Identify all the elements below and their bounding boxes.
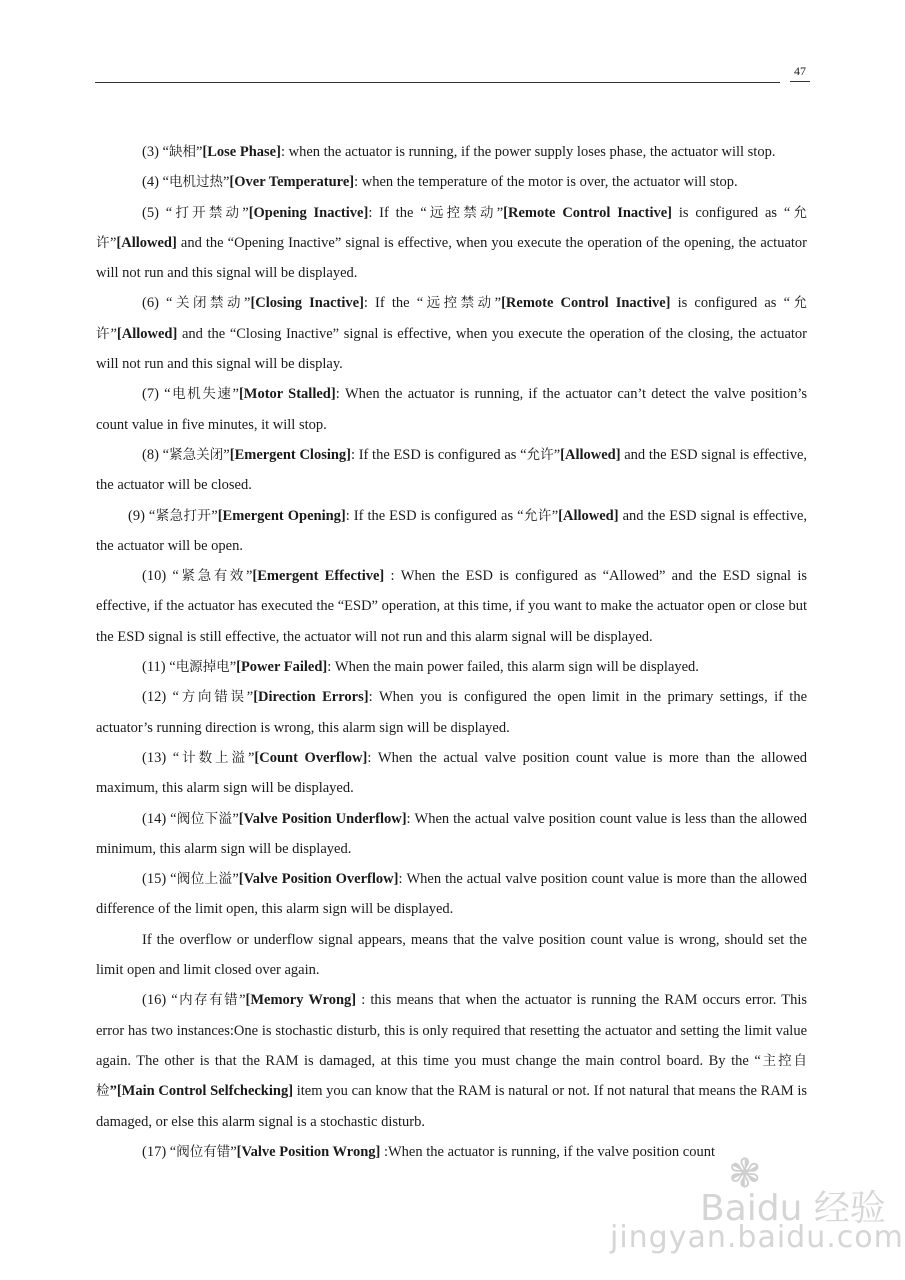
- para-close: ”: [246, 689, 254, 706]
- para-close: ”: [223, 446, 230, 463]
- para-term2: ”[Main Control Selfchecking]: [109, 1083, 294, 1100]
- para-cn: 紧急关闭: [169, 446, 224, 463]
- para-term: [Emergent Opening]: [217, 507, 346, 524]
- para-term: [Emergent Closing]: [229, 446, 352, 463]
- paragraph: [96, 137, 807, 167]
- para-term: [Motor Stalled]: [238, 386, 336, 403]
- document-body: [96, 137, 807, 1167]
- para-cn2: 允许: [526, 446, 554, 463]
- para-cn2: 允许: [523, 507, 552, 524]
- para-num: (8) “: [142, 446, 170, 463]
- para-close: ”: [232, 810, 239, 827]
- para-cn: 阀位上溢: [176, 871, 233, 888]
- para-cn: 打开禁动: [172, 204, 243, 221]
- para-close: ”: [245, 568, 253, 585]
- para-term2: [Allowed]: [560, 446, 621, 463]
- paragraph: [96, 198, 807, 289]
- para-term: [Valve Position Wrong]: [236, 1143, 381, 1160]
- para-cn: 阀位下溢: [176, 810, 233, 827]
- paragraph: [96, 652, 807, 682]
- paragraph: [96, 501, 807, 562]
- para-close2: ”: [494, 295, 502, 312]
- para-close2: ”: [496, 204, 504, 221]
- para-term: [Closing Inactive]: [250, 295, 364, 312]
- para-close: ”: [247, 749, 255, 766]
- para-term: [Valve Position Overflow]: [238, 871, 399, 888]
- para-num: (4) “: [142, 174, 169, 191]
- paragraph: [96, 804, 807, 865]
- para-text: : If the ESD is configured as “: [351, 446, 527, 463]
- paragraph: [96, 379, 807, 440]
- para-term: [Valve Position Underflow]: [238, 810, 407, 827]
- para-term: [Power Failed]: [236, 659, 328, 676]
- para-num: (15) “: [142, 871, 177, 888]
- paragraph: [96, 682, 807, 743]
- para-text: : when the temperature of the motor is over, the actuator will stop.: [354, 174, 738, 191]
- paragraph: [96, 864, 807, 925]
- para-cn2: 主控自检: [96, 1052, 807, 1100]
- para-term: [Opening Inactive]: [248, 204, 369, 221]
- para-num: (7) “: [142, 386, 171, 403]
- para-cn3: 允许: [96, 204, 808, 251]
- para-cn: 阀位有错: [176, 1143, 231, 1160]
- para-num: (9) “: [128, 507, 156, 524]
- para-num: (6) “: [142, 295, 173, 312]
- para-close: ”: [244, 295, 251, 312]
- para-text3: and the “Closing Inactive” signal is effective, when you execute the operation of the closing, the actuator will not run and this signal will be display.: [96, 325, 807, 373]
- para-term: [Direction Errors]: [253, 689, 369, 706]
- para-close: ”: [232, 871, 239, 888]
- para-close: ”: [242, 204, 249, 221]
- paragraph: [96, 925, 807, 986]
- para-cn: 紧急打开: [155, 507, 212, 524]
- para-term: [Memory Wrong]: [245, 992, 357, 1009]
- para-cn: 方向错误: [178, 689, 247, 706]
- para-cn2: 远控禁动: [423, 295, 495, 312]
- para-text: : If the “: [368, 204, 427, 221]
- para-term: [Lose Phase]: [202, 144, 281, 160]
- para-term2: [Remote Control Inactive]: [503, 204, 672, 221]
- para-text: If the overflow or underflow signal appears, means that the valve position count value is wrong, should set the limit open and limit closed over again.: [96, 931, 807, 979]
- header-rule: [95, 82, 780, 83]
- paragraph: [96, 288, 807, 379]
- para-cn: 电源掉电: [175, 659, 230, 676]
- para-text: : When the actual valve position count value is less than the allowed minimum, this alarm sign will be displayed.: [96, 810, 808, 857]
- para-close: ”: [232, 386, 239, 403]
- para-term2: [Allowed]: [558, 507, 619, 524]
- para-close2: ”: [551, 507, 559, 524]
- para-close3: ”: [109, 234, 117, 251]
- para-cn: 缺相: [168, 144, 196, 160]
- para-text: : If the ESD is configured as “: [345, 507, 524, 524]
- para-text: : When the main power failed, this alarm sign will be displayed.: [327, 659, 699, 676]
- watermark: [600, 1150, 904, 1280]
- paragraph: [96, 985, 807, 1136]
- page-number: 47: [790, 64, 810, 82]
- paragraph: [96, 167, 807, 197]
- para-num: (12) “: [142, 689, 179, 706]
- para-cn3: 允许: [96, 295, 808, 342]
- para-term: [Over Temperature]: [229, 174, 355, 191]
- para-term: [Emergent Effective]: [252, 568, 385, 585]
- para-text: : If the “: [363, 295, 424, 312]
- para-text: : When the actual valve position count value is more than the allowed difference of the limit open, this alarm sign will be displayed.: [96, 871, 807, 918]
- para-text: : When the ESD is configured as “Allowed” and the ESD signal is effective, if the actuator has executed the “ESD” operation, at this time, if you want to make the actuator open or close but the ESD signal is still effective, the actuator will not run and this alarm signal will be displayed.: [96, 568, 807, 645]
- para-text2: and the ESD signal is effective, the actuator will be closed.: [96, 446, 808, 494]
- paw-icon: ❃: [728, 1151, 762, 1196]
- para-text2: item you can know that the RAM is natural or not. If not natural that means the RAM is damaged, or else this alarm signal is a stochastic disturb.: [96, 1083, 808, 1130]
- para-text: : When the actuator is running, if the actuator can’t detect the valve position’s count value in five minutes, it will stop.: [96, 386, 808, 433]
- para-text: : when the actuator is running, if the power supply loses phase, the actuator will stop.: [280, 144, 776, 160]
- para-cn: 电机失速: [170, 386, 233, 403]
- para-cn: 计数上溢: [179, 749, 248, 766]
- para-num: (5) “: [142, 204, 173, 221]
- para-term: [Count Overflow]: [254, 749, 368, 766]
- para-close: ”: [229, 659, 237, 676]
- para-term3: [Allowed]: [116, 325, 178, 342]
- para-text2: is configured as “: [670, 295, 791, 312]
- paragraph: [96, 743, 807, 804]
- para-num: (16) “: [142, 992, 178, 1009]
- para-close: ”: [195, 144, 203, 160]
- para-num: (14) “: [142, 810, 177, 827]
- para-text: : this means that when the actuator is running the RAM occurs error. This error has two instances:One is stochastic disturb, this is only required that resetting the actuator and setting the limit value again. The other is that the RAM is damaged, at this time you must change the main control board. By the “: [96, 992, 808, 1069]
- para-close: ”: [211, 507, 218, 524]
- para-text3: and the “Opening Inactive” signal is effective, when you execute the operation of the opening, the actuator will not run and this signal will be displayed.: [96, 234, 808, 282]
- para-num: (10) “: [142, 568, 179, 585]
- para-term2: [Remote Control Inactive]: [501, 295, 671, 312]
- para-text: : When you is configured the open limit in the primary settings, if the actuator’s running direction is wrong, this alarm sign will be displayed.: [96, 689, 808, 736]
- para-text2: and the ESD signal is effective, the actuator will be open.: [96, 507, 808, 554]
- para-num: (11) “: [142, 659, 176, 676]
- paragraph: [96, 440, 807, 501]
- para-text: :When the actuator is running, if the valve position count: [380, 1143, 715, 1160]
- para-close: ”: [222, 174, 230, 191]
- para-cn: 电机过热: [168, 174, 223, 191]
- para-text: : When the actual valve position count value is more than the allowed maximum, this alarm sign will be displayed.: [96, 749, 808, 797]
- para-cn: 紧急有效: [178, 568, 246, 585]
- para-close: ”: [230, 1143, 237, 1160]
- para-cn: 关闭禁动: [172, 295, 244, 312]
- para-close3: ”: [110, 325, 117, 342]
- para-term3: [Allowed]: [116, 234, 177, 251]
- para-num: (17) “: [142, 1143, 177, 1160]
- para-num: (3) “: [142, 144, 169, 160]
- watermark-url: jingyan.baidu.com: [610, 1220, 904, 1255]
- para-text2: is configured as “: [672, 204, 791, 221]
- paragraph: [96, 561, 807, 652]
- para-cn2: 远控禁动: [426, 204, 497, 221]
- para-close: ”: [239, 992, 246, 1009]
- para-close2: ”: [553, 446, 561, 463]
- para-num: (13) “: [142, 749, 180, 766]
- para-cn: 内存有错: [177, 992, 240, 1009]
- watermark-brand: Baidu 经验: [700, 1188, 886, 1229]
